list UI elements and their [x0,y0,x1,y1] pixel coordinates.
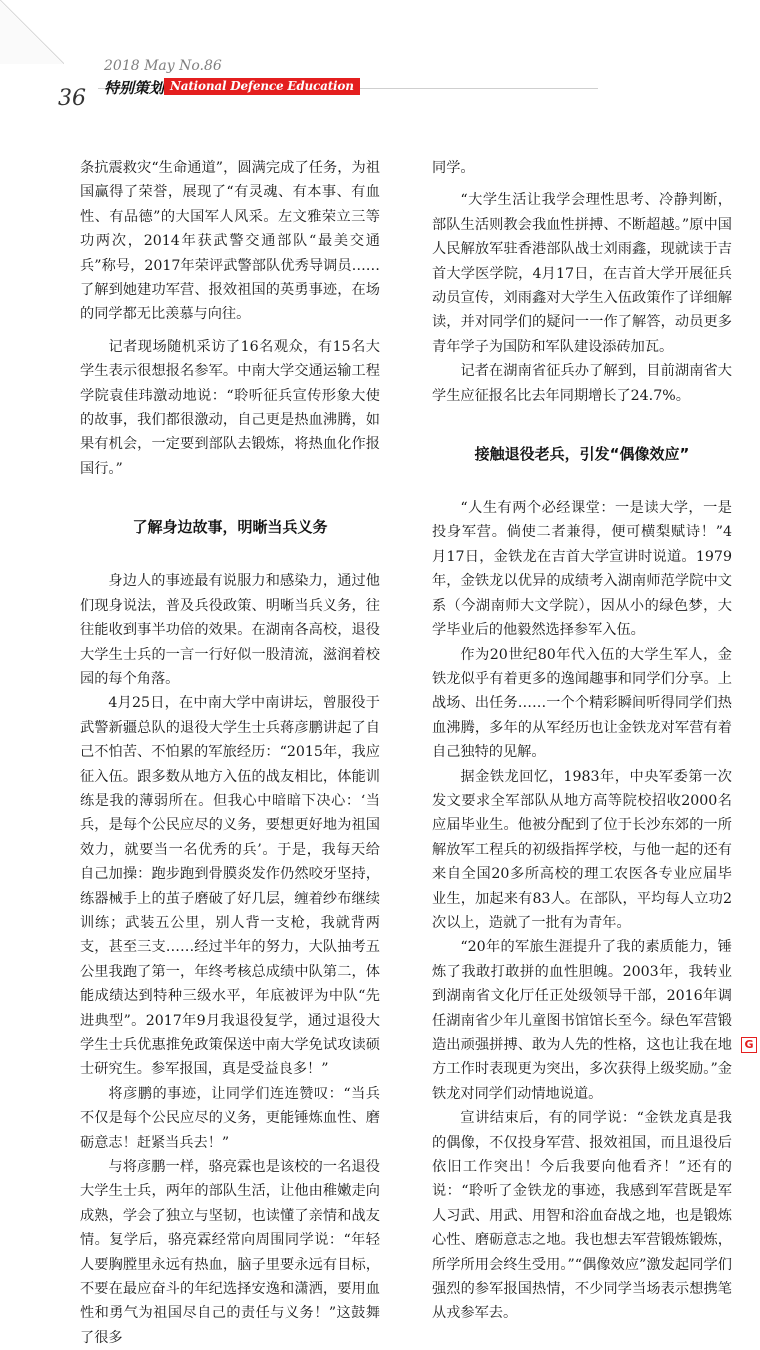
page-number: 36 [58,86,86,111]
article-paragraph: 身边人的事迹最有说服力和感染力，通过他们现身说法，普及兵役政策、明晰当兵义务，往往能收到事半功倍的效果。在湖南各高校，退役大学生士兵的一言一行好似一股清流，滋润着校园的每个角落。 [80,573,380,687]
article-paragraph: 条抗震救灾“生命通道”，圆满完成了任务，为祖国赢得了荣誉，展现了“有灵魂、有本事、有血性、有品德”的大国军人风采。左文雅荣立三等功两次，2014年获武警交通部队“最美交通兵”称号，2017年荣评武警部队优秀导调员……了解到她建功军营、报效祖国的英勇事迹，在场的同学都无比羡慕与向往。 [80,160,380,323]
article-paragraph: “大学生活让我学会理性思考、冷静判断，部队生活则教会我血性拼搏、不断超越。”原中国人民解放军驻香港部队战士刘雨鑫，现就读于吉首大学医学院，4月17日，在吉首大学开展征兵动员宣传，刘雨鑫对大学生入伍政策作了详细解读，并对同学们的疑问一一作了解答，动员更多青年学子为国防和军队建设添砖加瓦。 [432,192,732,355]
page-corner-fold [0,0,64,64]
section-english-badge: National Defence Education [164,78,360,95]
article-paragraph: 宣讲结束后，有的同学说：“金铁龙真是我的偶像，不仅投身军营、报效祖国，而且退役后依旧工作突出！今后我要向他看齐！”还有的说：“聆听了金铁龙的事迹，我感到军营既是军人习武、用武、用智和浴血奋战之地，也是锻炼心性、磨砺意志之地。我也想去军营锻炼锻炼，所学所用会终生受用。”“偶像效应”激发起同学们强烈的参军报国热情，不少同学当场表示想携笔从戎参军去。 [432,1110,732,1322]
left-column [80,156,380,1350]
right-column [432,156,732,1326]
article-paragraph: 同学。 [432,160,475,176]
article-paragraph: 作为20世纪80年代入伍的大学生军人，金铁龙似乎有着更多的逸闻趣事和同学们分享。上战场、出任务……一个个精彩瞬间听得同学们热血沸腾，多年的从军经历也让金铁龙对军营有着自己独特的见解。 [432,646,732,761]
article-paragraph: 4月25日，在中南大学中南讲坛，曾服役于武警新疆总队的退役大学生士兵蒋彦鹏讲起了自己不怕苦、不怕累的军旅经历：“2015年，我应征入伍。跟多数从地方入伍的战友相比，体能训练是我的薄弱所在。但我心中暗暗下决心：‘当兵，是每个公民应尽的义务，要想更好地为祖国效力，就要当一名优秀的兵’。于是，我每天给自己加操：跑步跑到骨膜炎发作仍然咬牙坚持，练器械手上的茧子磨破了好几层，缠着纱布继续训练；武装五公里，别人背一支枪，我就背两支，甚至三支……经过半年的努力，大队抽考五公里我跑了第一，年终考核总成绩中队第二，体能成绩达到特种三级水平，年底被评为中队“先进典型”。2017年9月我退役复学，通过退役大学生士兵优惠推免政策保送中南大学免试攻读硕士研究生。参军报国，真是受益良多！” [80,695,380,1078]
section-heading: 了解身边故事，明晰当兵义务 [132,518,328,537]
article-paragraph: 与将彦鹏一样，骆亮霖也是该校的一名退役大学生士兵，两年的部队生活，让他由稚嫩走向成熟，学会了独立与坚韧，也读懂了亲情和战友情。复学后，骆亮霖经常向周围同学说：“年轻人要胸膛里永远有热血，脑子里要永远有目标，不要在最应奋斗的年纪选择安逸和潇洒，要用血性和勇气为祖国尽自己的责任与义务！”这鼓舞了很多 [80,1159,380,1346]
article-paragraph: 记者现场随机采访了16名观众，有15名大学生表示很想报名参军。中南大学交通运输工程学院袁佳玮激动地说：“聆听征兵宣传形象大使的故事，我们都很激动，自己更是热血沸腾，如果有机会，一定要到部队去锻炼，将热血化作报国行。” [80,338,380,477]
article-paragraph: “20年的军旅生涯提升了我的素质能力，锤炼了我敢打敢拼的血性胆魄。2003年，我转业到湖南省文化厅任正处级领导干部，2016年调任湖南省少年儿童图书馆馆长至今。绿色军营锻造出顽强拼搏、敢为人先的性格，这也让我在地方工作时表现更为突出，多次获得上级奖励。”金铁龙对同学们动情地说道。 [432,939,732,1102]
article-paragraph: 记者在湖南省征兵办了解到，目前湖南省大学生应征报名比去年同期增长了24.7%。 [432,363,732,404]
issue-label: 2018 May No.86 [104,58,222,74]
section-title: 特别策划 [104,79,165,97]
article-paragraph: “人生有两个必经课堂：一是读大学，一是投身军营。倘使二者兼得，便可横梨赋诗！”4月17日，金铁龙在吉首大学宣讲时说道。1979年，金铁龙以优异的成绩考入湖南师范学院中文系（今湖南师大文学院），因从小的绿色梦，大学毕业后的他毅然选择参军入伍。 [432,500,732,639]
end-mark-icon: G [741,1037,757,1053]
article-paragraph: 将彦鹏的事迹，让同学们连连赞叹：“当兵不仅是每个公民应尽的义务，更能锤炼血性、磨砺意志！赶紧当兵去！” [80,1085,380,1151]
section-heading: 接触退役老兵，引发“偶像效应” [474,445,690,464]
article-paragraph: 据金铁龙回忆，1983年，中央军委第一次发文要求全军部队从地方高等院校招收2000名应届毕业生。他被分配到了位于长沙东郊的一所解放军工程兵的初级指挥学校，与他一起的还有来自全国20多所高校的理工农医各专业应届毕业生，加起来有83人。在部队，平均每人立功2次以上，造就了一批有为青年。 [432,768,732,931]
page-header [58,48,760,120]
